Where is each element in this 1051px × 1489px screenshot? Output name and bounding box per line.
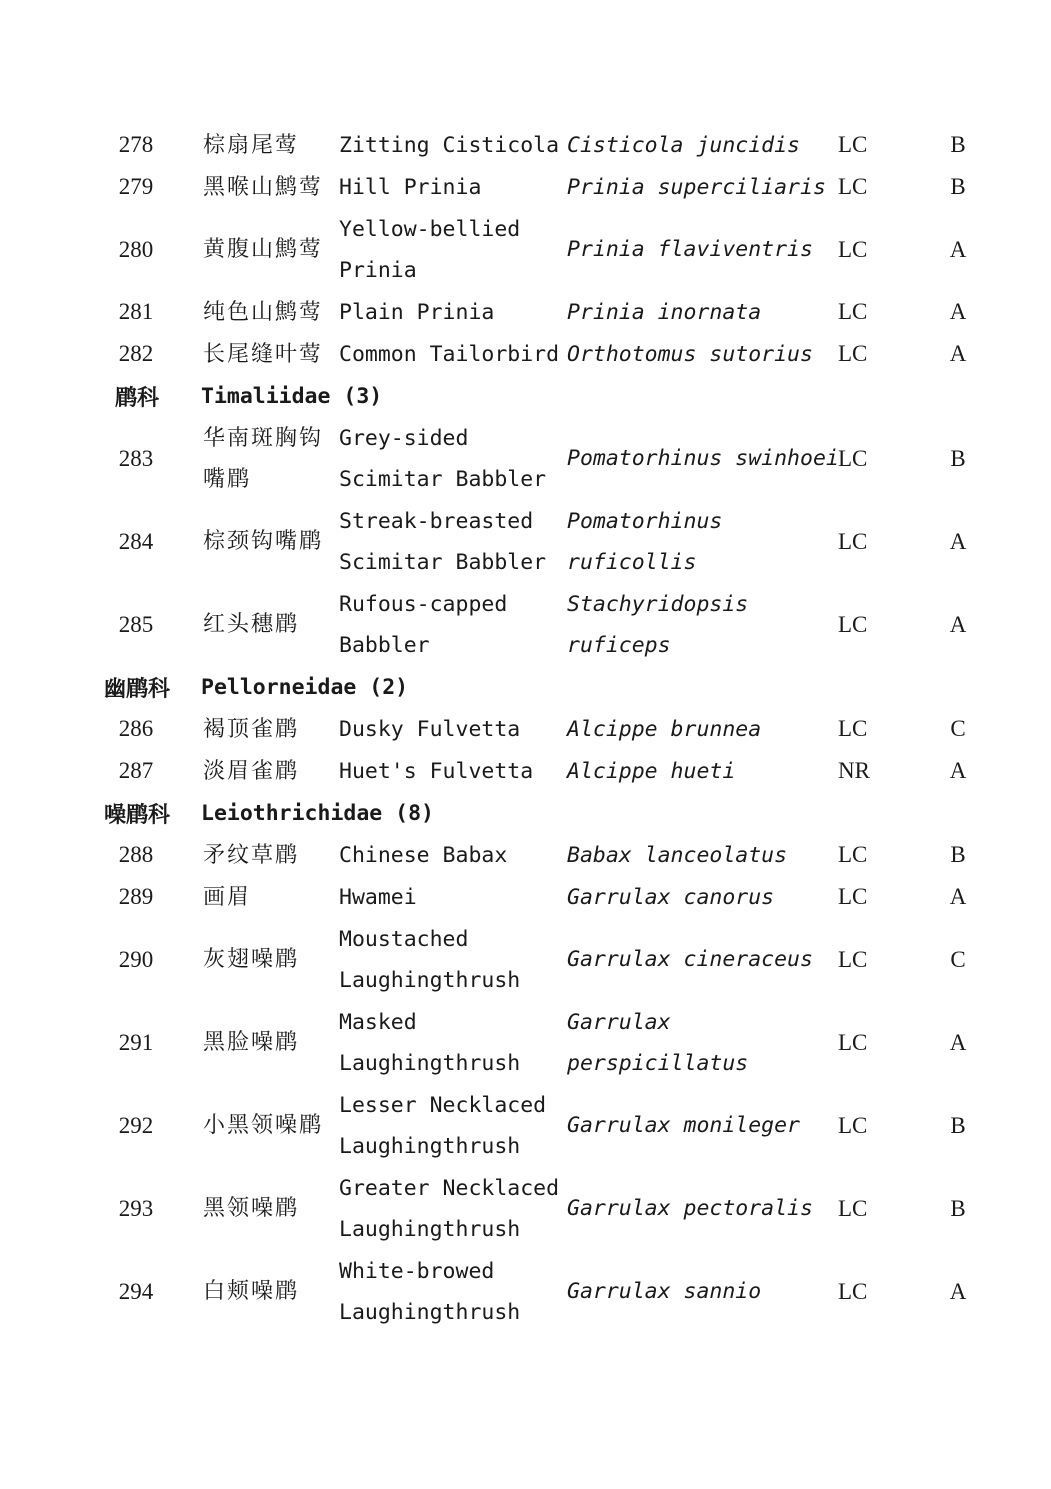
species-number: 290 [118, 946, 154, 972]
family-row [0, 792, 1051, 834]
species-number: 289 [118, 884, 154, 909]
abundance-grade: B [950, 1112, 966, 1138]
abundance-grade: B [950, 1195, 966, 1221]
english-name: Grey-sided Scimitar Babbler [339, 425, 547, 492]
scientific-name: Prinia flaviventris [567, 237, 813, 262]
abundance-grade: A [949, 299, 967, 324]
chinese-name: 淡眉雀鹛 [203, 758, 300, 784]
table-row [0, 708, 1051, 750]
table-row [0, 291, 1051, 333]
abundance-grade: B [950, 132, 966, 157]
iucn-status: LC [838, 1112, 868, 1138]
table-row [0, 208, 1051, 291]
english-name: Huet's Fulvetta [339, 758, 534, 784]
iucn-status: LC [838, 611, 868, 637]
species-number: 285 [118, 611, 154, 637]
iucn-status: LC [838, 528, 868, 554]
chinese-name: 灰翅噪鹛 [203, 947, 300, 972]
chinese-name: 长尾缝叶莺 [203, 341, 324, 367]
abundance-grade: A [949, 528, 967, 554]
table-row [0, 124, 1051, 166]
family-chinese-name: 幽鹛科 [103, 675, 170, 702]
scientific-name: Garrulax pectoralis [567, 1196, 813, 1221]
abundance-grade: A [949, 1029, 967, 1055]
scientific-name: Orthotomus sutorius [567, 341, 813, 367]
scientific-name: Prinia inornata [567, 299, 762, 325]
iucn-status: LC [838, 1029, 868, 1055]
species-number: 288 [118, 842, 154, 867]
english-name: Streak-breasted Scimitar Babbler [339, 508, 547, 575]
abundance-grade: A [949, 758, 967, 783]
species-number: 282 [118, 341, 154, 366]
iucn-status: LC [838, 174, 868, 199]
iucn-status: LC [838, 716, 868, 741]
species-number: 278 [118, 132, 154, 157]
chinese-name: 棕颈钩嘴鹛 [203, 529, 324, 554]
chinese-name: 黑领噪鹛 [203, 1196, 300, 1221]
english-name: Moustached Laughingthrush [339, 926, 521, 993]
scientific-name: Cisticola juncidis [567, 132, 800, 158]
english-name: Dusky Fulvetta [339, 716, 521, 742]
scientific-name: Garrulax cineraceus [567, 947, 813, 972]
abundance-grade: A [949, 341, 967, 366]
table-row [0, 918, 1051, 1001]
family-chinese-name: 噪鹛科 [103, 801, 170, 828]
english-name: White-browed Laughingthrush [339, 1258, 521, 1325]
english-name: Greater Necklaced Laughingthrush [339, 1175, 560, 1242]
table-row [0, 1084, 1051, 1167]
abundance-grade: C [950, 946, 966, 972]
iucn-status: LC [838, 445, 868, 471]
english-name: Hwamei [339, 884, 417, 910]
chinese-name: 白颊噪鹛 [203, 1279, 300, 1304]
iucn-status: LC [838, 132, 868, 157]
chinese-name: 黑喉山鹪莺 [203, 174, 324, 200]
table-row [0, 333, 1051, 375]
scientific-name: Garrulax canorus [567, 884, 775, 910]
scientific-name: Alcippe brunnea [567, 716, 762, 742]
table-row [0, 166, 1051, 208]
table-row [0, 1250, 1051, 1333]
scientific-name: Garrulax monileger [567, 1113, 800, 1138]
species-number: 286 [118, 716, 154, 741]
species-number: 284 [118, 528, 154, 554]
iucn-status: LC [838, 842, 868, 867]
species-number: 279 [118, 174, 154, 199]
family-chinese-name: 鹛科 [114, 384, 159, 411]
abundance-grade: C [950, 716, 966, 741]
chinese-name: 褐顶雀鹛 [203, 716, 300, 742]
species-number: 294 [118, 1278, 154, 1304]
chinese-name: 矛纹草鹛 [203, 842, 300, 868]
iucn-status: LC [838, 884, 868, 909]
english-name: Plain Prinia [339, 299, 495, 325]
scientific-name: Garrulax perspicillatus [567, 1009, 749, 1076]
species-number: 293 [118, 1195, 154, 1221]
family-name: Pellorneidae (2) [201, 674, 409, 700]
abundance-grade: B [950, 174, 966, 199]
chinese-name: 纯色山鹪莺 [203, 299, 324, 325]
table-row [0, 834, 1051, 876]
iucn-status: NR [838, 758, 870, 783]
iucn-status: LC [838, 236, 868, 262]
iucn-status: LC [838, 946, 868, 972]
english-name: Hill Prinia [339, 174, 482, 200]
chinese-name: 华南斑胸钩嘴鹛 [203, 425, 324, 492]
abundance-grade: A [949, 1278, 967, 1304]
table-row [0, 583, 1051, 666]
abundance-grade: A [949, 884, 967, 909]
english-name: Chinese Babax [339, 842, 508, 868]
abundance-grade: B [950, 445, 966, 471]
abundance-grade: B [950, 842, 966, 867]
species-number: 280 [118, 236, 154, 262]
abundance-grade: A [949, 611, 967, 637]
chinese-name: 黄腹山鹪莺 [203, 237, 324, 262]
table-row [0, 500, 1051, 583]
english-name: Rufous-capped Babbler [339, 591, 508, 658]
iucn-status: LC [838, 1278, 868, 1304]
family-name: Leiothrichidae (8) [201, 800, 434, 826]
chinese-name: 画眉 [203, 884, 252, 910]
iucn-status: LC [838, 1195, 868, 1221]
english-name: Lesser Necklaced Laughingthrush [339, 1092, 547, 1159]
english-name: Yellow-bellied Prinia [339, 216, 521, 283]
english-name: Zitting Cisticola [339, 132, 560, 158]
species-table [0, 124, 1051, 1333]
table-row [0, 417, 1051, 500]
table-row [0, 1167, 1051, 1250]
table-row [0, 876, 1051, 918]
family-row [0, 375, 1051, 417]
family-row [0, 666, 1051, 708]
species-number: 292 [118, 1112, 154, 1138]
scientific-name: Stachyridopsis ruficeps [567, 591, 749, 658]
chinese-name: 小黑领噪鹛 [203, 1113, 324, 1138]
species-number: 283 [118, 445, 154, 471]
family-name: Timaliidae (3) [201, 383, 383, 409]
chinese-name: 棕扇尾莺 [203, 132, 300, 158]
table-row [0, 750, 1051, 792]
scientific-name: Pomatorhinus swinhoei [567, 446, 839, 471]
abundance-grade: A [949, 236, 967, 262]
iucn-status: LC [838, 341, 868, 366]
scientific-name: Pomatorhinus ruficollis [567, 508, 723, 575]
english-name: Common Tailorbird [339, 341, 560, 367]
scientific-name: Babax lanceolatus [567, 842, 788, 868]
scientific-name: Alcippe hueti [567, 758, 736, 784]
chinese-name: 黑脸噪鹛 [203, 1030, 300, 1055]
english-name: Masked Laughingthrush [339, 1009, 521, 1076]
table-row [0, 1001, 1051, 1084]
species-number: 281 [118, 299, 154, 324]
scientific-name: Garrulax sannio [567, 1279, 762, 1304]
chinese-name: 红头穗鹛 [203, 612, 300, 637]
species-number: 287 [118, 758, 154, 783]
scientific-name: Prinia superciliaris [567, 174, 826, 200]
iucn-status: LC [838, 299, 868, 324]
species-number: 291 [118, 1029, 154, 1055]
